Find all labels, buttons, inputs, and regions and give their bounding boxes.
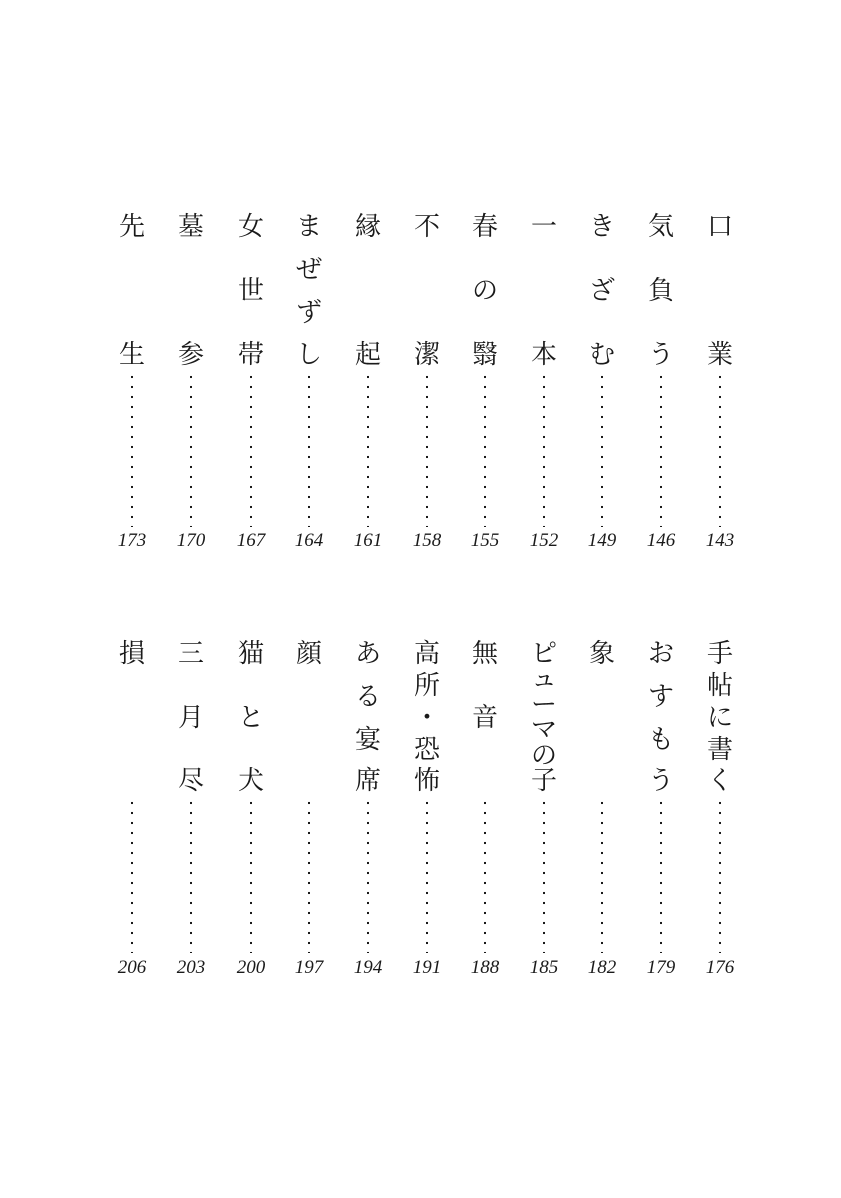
toc-title-char: 無 [471, 639, 498, 669]
page-number: 200 [236, 957, 266, 978]
toc-title-char: む [588, 340, 615, 370]
toc-title [524, 0, 525, 1]
toc-title-char: 起 [354, 340, 381, 370]
toc-title-char: す [647, 682, 674, 712]
toc-title [407, 0, 408, 1]
toc-title-char: 翳 [471, 340, 498, 370]
toc-title-char: ず [295, 298, 322, 328]
toc-title-char: ざ [588, 276, 615, 306]
toc-title-char: 怖 [413, 766, 440, 796]
toc-title-char: 墓 [177, 212, 204, 242]
leader-dots [426, 798, 428, 953]
toc-title-char: ぜ [295, 255, 322, 285]
page-number: 206 [117, 957, 147, 978]
page-number: 173 [117, 530, 147, 551]
toc-title-char: 負 [647, 276, 674, 306]
leader-dots [308, 798, 310, 953]
toc-title-char: 書 [706, 735, 733, 765]
toc-title-char: 犬 [237, 766, 264, 796]
toc-title [407, 0, 408, 1]
toc-title-char: お [647, 639, 674, 669]
toc-title-char: も [647, 725, 674, 755]
toc-title [465, 0, 466, 1]
toc-title-char: 顔 [295, 639, 322, 669]
leader-dots [190, 372, 192, 527]
toc-title-char: 女 [237, 212, 264, 242]
toc-title [231, 0, 232, 1]
page-number: 191 [412, 957, 442, 978]
page-number: 203 [176, 957, 206, 978]
toc-title-char: 席 [354, 766, 381, 796]
toc-title-char: し [295, 340, 322, 370]
page-number: 194 [353, 957, 383, 978]
toc-title-char: 恐 [413, 735, 440, 765]
toc-title [582, 0, 583, 1]
toc-title-char: マ [530, 715, 557, 745]
leader-dots [367, 372, 369, 527]
leader-dots [719, 798, 721, 953]
toc-title-char: 不 [413, 212, 440, 242]
toc-title-char: き [588, 212, 615, 242]
leader-dots [131, 372, 133, 527]
toc-title-char: ュ [530, 664, 557, 694]
leader-dots [250, 372, 252, 527]
toc-title-char: 生 [118, 340, 145, 370]
toc-title [465, 0, 466, 1]
toc-title-char: 猫 [237, 639, 264, 669]
leader-dots [250, 798, 252, 953]
toc-title [289, 0, 290, 1]
leader-dots [426, 372, 428, 527]
page-number: 152 [529, 530, 559, 551]
toc-title-char: う [647, 340, 674, 370]
page-number: 149 [587, 530, 617, 551]
toc-title-char: 縁 [354, 212, 381, 242]
leader-dots [660, 372, 662, 527]
toc-title [171, 0, 172, 1]
toc-title-char: ー [530, 690, 557, 720]
page-number: 164 [294, 530, 324, 551]
toc-title [348, 0, 349, 1]
leader-dots [543, 798, 545, 953]
toc-title-char: 子 [530, 766, 557, 796]
toc-title-char: 宴 [354, 725, 381, 755]
toc-title-char: 三 [177, 639, 204, 669]
toc-title-char: の [471, 276, 498, 306]
toc-title-char: 月 [177, 703, 204, 733]
toc-title-char: 高 [413, 639, 440, 669]
toc-title-char: 業 [706, 340, 733, 370]
toc-title-char: 損 [118, 639, 145, 669]
toc-title-char: ・ [413, 703, 440, 733]
toc-title-char: 音 [471, 703, 498, 733]
page-number: 179 [646, 957, 676, 978]
toc-title [112, 0, 113, 1]
leader-dots [308, 372, 310, 527]
toc-title-char: 一 [530, 212, 557, 242]
page-number: 161 [353, 530, 383, 551]
page-number: 185 [529, 957, 559, 978]
toc-title-char: 本 [530, 340, 557, 370]
toc-title [641, 0, 642, 1]
toc-title-char: 先 [118, 212, 145, 242]
page-number: 155 [470, 530, 500, 551]
page-number: 146 [646, 530, 676, 551]
toc-title-char: ピ [530, 639, 557, 669]
toc-title-char: 帖 [706, 671, 733, 701]
toc-title-char: 参 [177, 340, 204, 370]
toc-title [700, 0, 701, 1]
toc-title [582, 0, 583, 1]
toc-title [231, 0, 232, 1]
page-number: 176 [705, 957, 735, 978]
leader-dots [543, 372, 545, 527]
leader-dots [131, 798, 133, 953]
toc-title-char: あ [354, 639, 381, 669]
leader-dots [719, 372, 721, 527]
page-number: 182 [587, 957, 617, 978]
toc-title-char: 尽 [177, 766, 204, 796]
toc-title-char: 象 [588, 639, 615, 669]
toc-title-char: 口 [706, 212, 733, 242]
page-number: 170 [176, 530, 206, 551]
toc-title-char: る [354, 682, 381, 712]
leader-dots [484, 372, 486, 527]
toc-title [289, 0, 290, 1]
toc-title-char: 世 [237, 276, 264, 306]
toc-title-char: 春 [471, 212, 498, 242]
leader-dots [601, 798, 603, 953]
page-number: 167 [236, 530, 266, 551]
toc-title-char: ま [295, 212, 322, 242]
toc-title-char: 手 [706, 639, 733, 669]
toc-title-char: う [647, 766, 674, 796]
toc-title-char: 帯 [237, 340, 264, 370]
toc-title-char: 気 [647, 212, 674, 242]
toc-title-char: 所 [413, 671, 440, 701]
leader-dots [484, 798, 486, 953]
toc-title [641, 0, 642, 1]
toc-title-char: に [706, 703, 733, 733]
toc-title [348, 0, 349, 1]
page-number: 143 [705, 530, 735, 551]
leader-dots [190, 798, 192, 953]
leader-dots [660, 798, 662, 953]
leader-dots [367, 798, 369, 953]
toc-title-char: と [237, 703, 264, 733]
toc-title-char: の [530, 741, 557, 771]
toc-title [700, 0, 701, 1]
toc-title [524, 0, 525, 1]
leader-dots [601, 372, 603, 527]
toc-title [171, 0, 172, 1]
page-number: 158 [412, 530, 442, 551]
page-number: 197 [294, 957, 324, 978]
toc-title-char: 潔 [413, 340, 440, 370]
toc-title [112, 0, 113, 1]
page-number: 188 [470, 957, 500, 978]
toc-title-char: く [706, 766, 733, 796]
